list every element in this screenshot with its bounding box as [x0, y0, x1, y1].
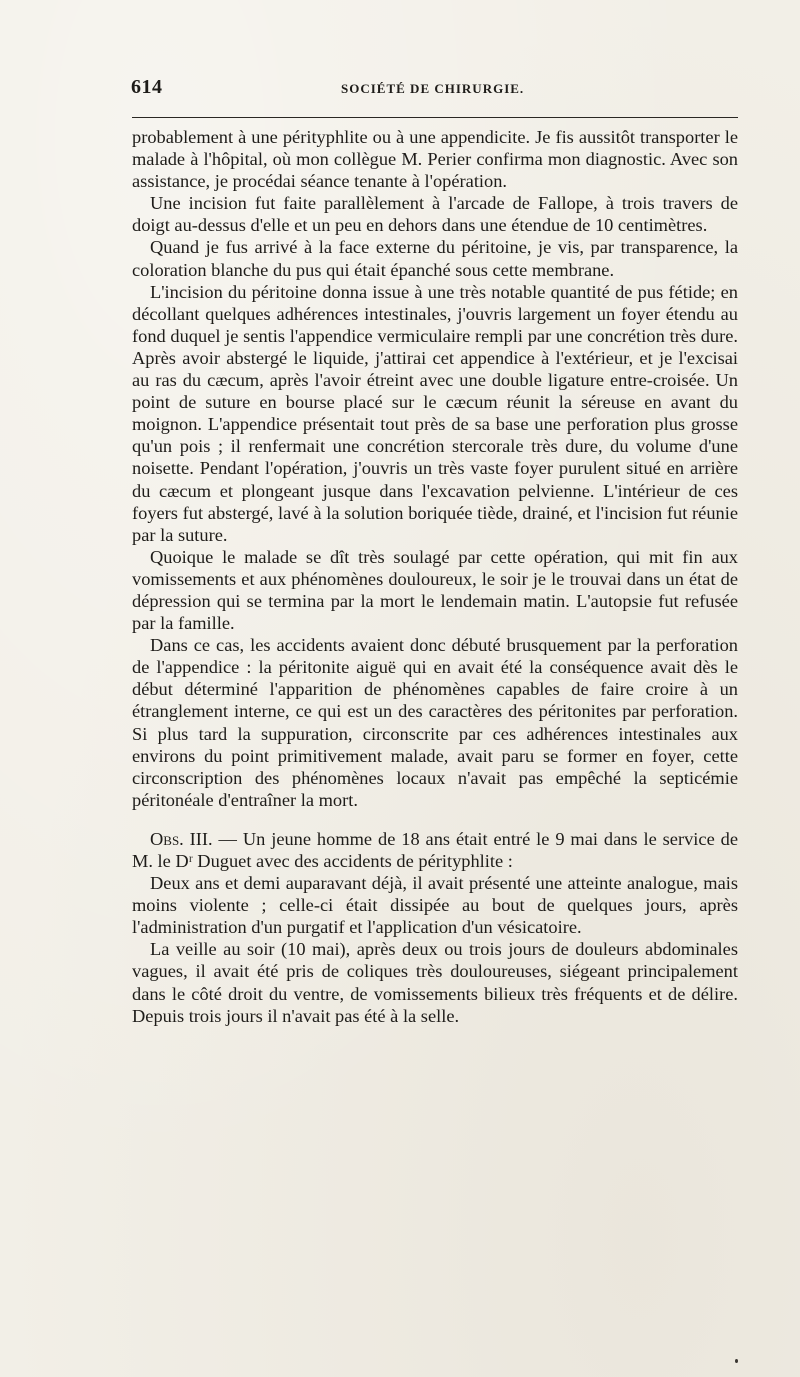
- page-header: [131, 76, 739, 104]
- paragraph-4: L'incision du péritoine donna issue à une très notable quantité de pus fétide; en décollant quelques adhérences intestinales, j'ouvris largement un foyer étendu au fond duquel je sentis l'appendice vermiculaire rempli par une concrétion très dure. Après avoir abstergé le liquide, j'attirai cet appendice à l'extérieur, et je l'excisai au ras du cæcum, après l'avoir étreint avec une double ligature entre-croisée. Un point de suture en bourse placé sur le cæcum réunit la séreuse en avant du moignon. L'appendice présentait tout près de sa base une perforation plus grosse qu'un pois ; il renfermait une concrétion stercorale très dure, du volume d'une noisette. Pendant l'opération, j'ouvris un très vaste foyer purulent situé en arrière du cæcum et plongeant jusque dans l'excavation pelvienne. L'intérieur de ces foyers fut abstergé, lavé à la solution boriquée tiède, drainé, et l'incision fut réunie par la suture.: [132, 281, 738, 545]
- observation-label: Obs. III.: [150, 828, 213, 849]
- paragraph-5: Quoique le malade se dît très soulagé par cette opération, qui mit fin aux vomissements et aux phénomènes douloureux, le soir je le trouvai dans un état de dépression qui se termina par la mort le lendemain matin. L'autopsie fut refusée par la famille.: [132, 546, 738, 634]
- running-head: SOCIÉTÉ DE CHIRURGIE.: [341, 81, 525, 96]
- observation-paragraph-2: La veille au soir (10 mai), après deux ou trois jours de douleurs abdominales vagues, il avait été pris de coliques très douloureuses, siégeant principalement dans le côté droit du ventre, de vomissements bilieux très fréquents et de délire. Depuis trois jours il n'avait pas été à la selle.: [132, 939, 738, 1026]
- observation-intro-text: — Un jeune homme de 18 ans était entré le 9 mai dans le service de M. le Dʳ Duguet avec des accidents de pérityphlite :: [132, 828, 738, 871]
- observation-paragraph-1: Deux ans et demi auparavant déjà, il avait présenté une atteinte analogue, mais moins violente ; celle-ci était dissipée au bout de quelques jours, après l'administration d'un purgatif et l'application d'un vésicatoire.: [132, 873, 738, 938]
- page-number: 614: [131, 76, 163, 98]
- body-text: [132, 126, 738, 1027]
- ink-speck: [735, 1359, 738, 1363]
- observation-intro: [132, 828, 738, 872]
- header-rule: [132, 117, 738, 118]
- paragraph-2: Une incision fut faite parallèlement à l'arcade de Fallope, à trois travers de doigt au-dessus d'elle et un peu en dehors dans une étendue de 10 centimètres.: [132, 193, 738, 236]
- paragraph-3: Quand je fus arrivé à la face externe du péritoine, je vis, par transparence, la coloration blanche du pus qui était épanché sous cette membrane.: [132, 237, 738, 280]
- paragraph-1: probablement à une pérityphlite ou à une appendicite. Je fis aussitôt transporter le malade à l'hôpital, où mon collègue M. Perier confirma mon diagnostic. Avec son assistance, je procédai séance tenante à l'opération.: [132, 127, 738, 192]
- paragraph-6: Dans ce cas, les accidents avaient donc débuté brusquement par la perforation de l'appendice : la péritonite aiguë qui en avait été la conséquence avait dès le début déterminé l'apparition de phénomènes capables de faire croire à un étranglement interne, ce qui est un des caractères des péritonites par perforation. Si plus tard la suppuration, circonscrite par ces adhérences intestinales aux environs du point primitivement malade, avait paru se former en foyer, cette circonscription des phénomènes locaux n'avait pas empêché la septicémie péritonéale d'entraîner la mort.: [132, 635, 738, 810]
